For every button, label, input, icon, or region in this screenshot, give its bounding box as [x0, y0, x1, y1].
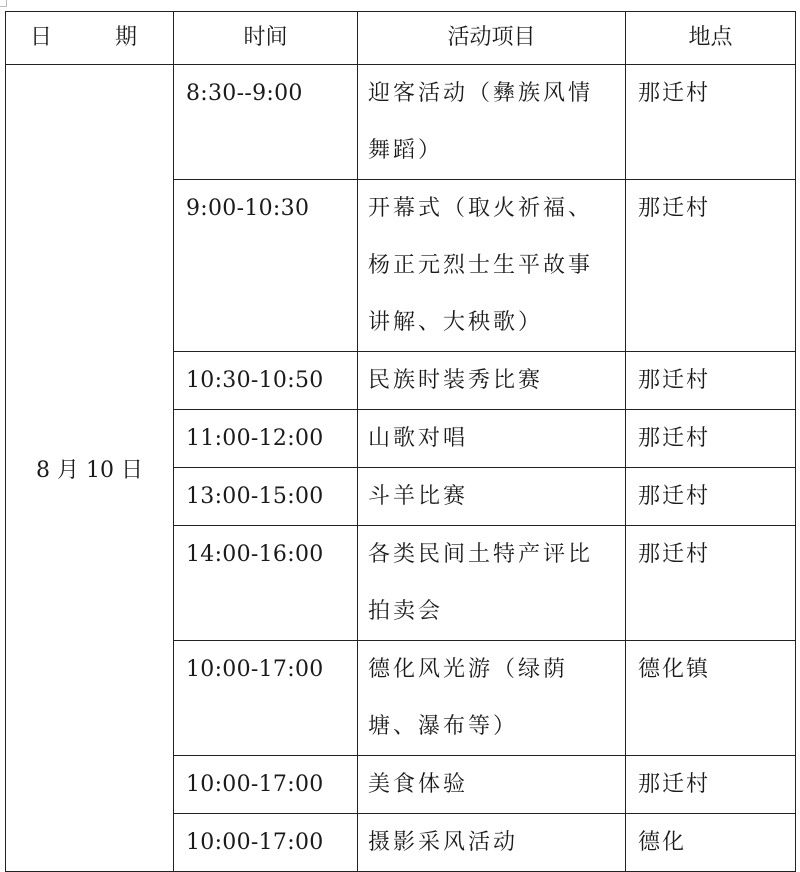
header-location: 地点 [626, 12, 796, 65]
location-cell: 那迁村 [626, 65, 796, 180]
time-cell: 8:30--9:00 [174, 65, 358, 180]
schedule-table [5, 11, 796, 872]
time-cell: 10:00-17:00 [174, 641, 358, 756]
header-activity: 活动项目 [358, 12, 626, 65]
location-cell: 那迁村 [626, 526, 796, 641]
location-cell: 那迁村 [626, 180, 796, 352]
location-cell: 那迁村 [626, 352, 796, 410]
activity-cell: 摄影采风活动 [358, 814, 626, 872]
time-cell: 9:00-10:30 [174, 180, 358, 352]
activity-cell: 斗羊比赛 [358, 468, 626, 526]
table-row [6, 65, 796, 180]
time-cell: 10:00-17:00 [174, 814, 358, 872]
time-cell: 14:00-16:00 [174, 526, 358, 641]
activity-cell: 德化风光游（绿荫塘、瀑布等） [358, 641, 626, 756]
date-cell: 8 月 10 日 [6, 65, 174, 872]
activity-cell: 迎客活动（彝族风情舞蹈） [358, 65, 626, 180]
location-cell: 那迁村 [626, 410, 796, 468]
location-cell: 德化镇 [626, 641, 796, 756]
time-cell: 10:30-10:50 [174, 352, 358, 410]
location-cell: 那迁村 [626, 756, 796, 814]
activity-cell: 山歌对唱 [358, 410, 626, 468]
header-date: 日 期 [6, 12, 174, 65]
time-cell: 11:00-12:00 [174, 410, 358, 468]
location-cell: 德化 [626, 814, 796, 872]
header-time: 时间 [174, 12, 358, 65]
activity-cell: 开幕式（取火祈福、杨正元烈士生平故事讲解、大秧歌） [358, 180, 626, 352]
activity-cell: 美食体验 [358, 756, 626, 814]
location-cell: 那迁村 [626, 468, 796, 526]
page-corner-mark [0, 0, 7, 7]
time-cell: 10:00-17:00 [174, 756, 358, 814]
time-cell: 13:00-15:00 [174, 468, 358, 526]
activity-cell: 民族时装秀比赛 [358, 352, 626, 410]
activity-cell: 各类民间土特产评比拍卖会 [358, 526, 626, 641]
